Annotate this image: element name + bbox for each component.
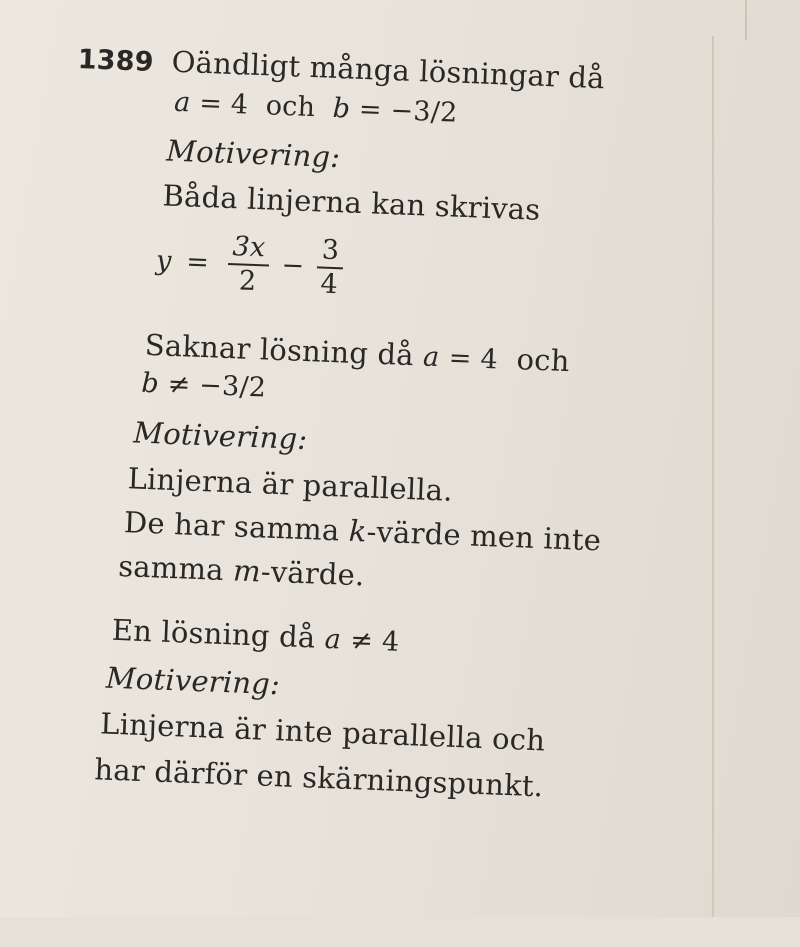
one-solution-line <box>111 613 400 658</box>
condition-line <box>174 87 458 129</box>
b-neq-value: ≠ −3/2 <box>167 368 267 404</box>
not-parallel-text: Linjerna är inte parallella och <box>99 706 546 758</box>
var-a: a <box>173 86 192 119</box>
and-word-2: och <box>515 342 571 379</box>
eq-sign: = <box>185 246 210 279</box>
a-neq-value: ≠ 4 <box>349 624 400 658</box>
one-solution-text: En lösning då <box>111 612 316 655</box>
frac2-numerator: 3 <box>317 234 344 269</box>
minus-sign: − <box>280 249 305 282</box>
same-m-line <box>118 549 365 592</box>
parallel-text: Linjerna är parallella. <box>127 461 454 508</box>
fraction-3-over-4 <box>316 234 344 302</box>
motivation-label-2: Motivering: <box>132 415 309 457</box>
same-k-pre: De har samma <box>123 505 341 548</box>
var-a-2: a <box>422 341 440 374</box>
motivation-label-1: Motivering: <box>165 133 341 175</box>
same-k-line <box>123 505 601 557</box>
frac1-denominator: 2 <box>238 265 257 298</box>
problem-heading <box>77 41 605 95</box>
line-equation <box>155 228 348 302</box>
var-b-2: b <box>140 367 160 400</box>
same-m-post: -värde. <box>260 554 366 593</box>
same-m-pre: samma <box>117 548 225 587</box>
a-value-2: = 4 <box>448 342 499 376</box>
frac2-denominator: 4 <box>319 268 339 301</box>
heading-text: Oändligt många lösningar då <box>171 44 606 96</box>
motivation-label-3: Motivering: <box>105 660 281 702</box>
problem-number: 1389 <box>77 44 155 78</box>
var-b: b <box>332 92 351 125</box>
no-solution-text: Saknar lösning då <box>144 327 415 373</box>
b-value: = −3/2 <box>358 93 458 129</box>
var-a-3: a <box>324 623 342 656</box>
a-value: = 4 <box>198 87 249 121</box>
b-not-equal-line <box>141 368 267 404</box>
frac1-numerator: 3x <box>228 231 270 267</box>
k-symbol: k <box>348 513 368 549</box>
m-symbol: m <box>232 553 262 589</box>
eq-lhs: y <box>155 245 173 277</box>
same-k-post: -värde men inte <box>365 514 602 558</box>
intersection-text: har därför en skärningspunkt. <box>93 752 544 804</box>
and-word: och <box>265 90 316 124</box>
both-lines-text: Båda linjerna kan skrivas <box>161 178 542 227</box>
fraction-3x-over-2 <box>227 231 270 299</box>
